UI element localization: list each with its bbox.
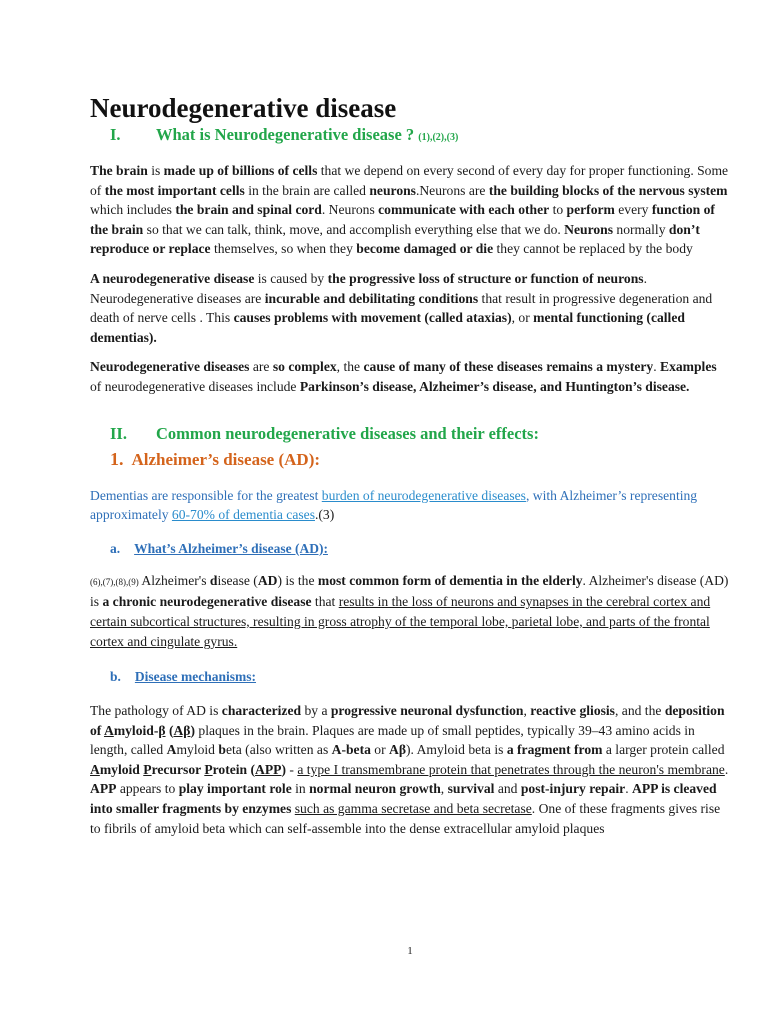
text-run: the most important cells [104,182,245,198]
text-run: the progressive loss of structure or function of neurons [327,270,644,286]
subsection-1-title: Alzheimer’s disease (AD): [131,449,321,469]
text-run: appears to [116,781,179,797]
paragraph-examples [90,357,730,396]
subsection-a-title: What’s Alzheimer’s disease (AD): [134,540,328,556]
document-page [90,92,730,838]
text-run: a fragment from [506,742,603,758]
paragraph-dementias [90,486,730,525]
text-run: , with Alzheimer’s representing approximately [90,487,698,523]
text-run: β [158,722,166,738]
text-run: The brain [90,163,148,178]
text-run: (6),(7),(8),(9) [90,576,139,587]
text-run: The pathology of AD is [90,703,222,719]
text-run: myloid [99,761,144,777]
text-run: ) [281,761,287,777]
text-run: AD [257,572,278,588]
text-run: a type I transmembrane protein that penetrates through the neuron's membrane [297,761,725,777]
text-run: deposition of [90,703,725,738]
text-run: characterized [221,703,302,719]
text-run: become damaged or die [356,241,494,257]
text-run: mental functioning (called dementias). [90,310,685,345]
text-run: by a [301,703,331,719]
text-run: causes problems with movement (called ataxias) [233,310,512,326]
text-run: eta (also written as [225,742,332,758]
section-2-title: Common neurodegenerative diseases and their effects: [156,423,539,443]
text-run: , the [336,359,364,375]
text-run: APP [255,761,282,777]
text-run: . Neurodegenerative diseases are [90,270,647,306]
text-run: ) [190,722,195,738]
text-run: a larger protein called [602,742,725,758]
text-run: .(3) [314,507,335,523]
text-run: perform [566,202,615,218]
text-run: . One of these fragments gives rise to fibrils of amyloid beta which can self-assemble into the dense extracellular amyloid plaques [90,801,721,836]
text-run: cause of many of these diseases remains a mystery [363,359,654,375]
section-1-title: What is Neurodegenerative disease ? [156,125,415,144]
text-run: A-beta [331,742,371,758]
text-run: they cannot be replaced by the body [493,241,693,257]
text-run: APP [90,781,117,797]
document-title: Neurodegenerative disease [90,93,397,123]
text-run: A neurodegenerative disease [90,270,255,286]
text-run: - [286,761,298,777]
text-run: recursor [151,761,205,777]
text-run: . [625,781,632,797]
text-run: reactive gliosis [530,703,615,719]
text-run: A [90,761,100,777]
subsection-1-heading: 1. Alzheimer’s disease (AD): [110,448,321,469]
text-run: made up of billions of cells [163,163,318,178]
text-run: that we depend on every second of every day for proper functioning. Some of [90,163,729,198]
subsection-a-heading: a. What’s Alzheimer’s disease (AD): [110,540,328,556]
text-run: are [249,359,273,375]
text-run: , and the [614,703,665,719]
text-run: , [440,781,448,797]
subsection-b-heading: b. Disease mechanisms: [110,669,257,685]
text-run: incurable and debilitating conditions [264,290,479,306]
text-run: so complex [272,359,337,375]
text-run: of neurodegenerative diseases include [90,378,300,394]
text-run: communicate with each other [378,202,550,218]
text-run: P [143,761,152,777]
text-run: which includes [90,202,176,218]
text-run: normal neuron growth [309,781,441,797]
text-run: ) is the [277,572,318,588]
text-run: , [523,703,531,719]
text-run: A [166,742,177,758]
text-run: survival [447,781,495,797]
text-run: the building blocks of the nervous system [488,182,728,198]
text-run: Aβ [389,742,407,758]
text-run: d [209,572,218,588]
section-1-heading: I. What is Neurodegenerative disease ? (1),(2),(3) [110,125,459,144]
text-run: Examples [660,359,717,375]
text-run: post-injury repair [520,781,626,797]
text-run: Aβ [173,722,191,738]
text-run: is caused by [254,270,328,286]
text-run: that [311,594,339,610]
text-run: ). Amyloid beta is [406,742,507,758]
text-run: in [291,781,310,797]
text-run: . [653,359,660,375]
text-run: myloid [176,742,219,758]
text-run: Neurons [564,221,614,237]
text-run: every [614,202,652,218]
text-run: . [724,761,729,777]
text-run: progressive neuronal dysfunction [330,703,524,719]
text-run: myloid- [113,722,159,738]
page-number: 1 [407,945,413,957]
text-run: normally [613,221,669,237]
text-run: the brain and spinal cord [175,202,322,218]
text-run: plaques in the brain. Plaques are made up of small peptides, typically 39–43 amino acids in length, called [90,722,695,758]
text-run: P [204,761,213,777]
text-run: themselves, so when they [210,241,357,257]
text-run[interactable]: 60-70% of dementia cases [171,507,315,523]
text-run: Dementias are responsible for the greatest [90,487,322,503]
text-run: function of the brain [90,202,715,237]
text-run: .Neurons are [415,182,489,198]
paragraph-definition [90,269,730,347]
paragraph-what-is-ad [90,571,730,651]
text-run: a chronic neurodegenerative disease [102,594,312,610]
text-run: don’t reproduce or replace [90,221,700,257]
text-run: b [218,742,226,758]
text-run: such as gamma secretase and beta secretase [294,801,532,817]
section-1-refs: (1),(2),(3) [418,132,459,143]
text-run: or [370,742,390,758]
text-run: so that we can talk, think, move, and accomplish everything else that we do. [143,221,565,237]
text-run: Parkinson’s disease, Alzheimer’s disease, and Huntington’s disease. [299,378,690,394]
text-run: APP is cleaved into smaller fragments by enzymes [90,781,717,817]
text-run: in the brain are called [244,182,370,198]
subsection-b-title: Disease mechanisms: [134,669,257,685]
text-run: Neurodegenerative diseases [90,359,250,375]
text-run[interactable]: burden of neurodegenerative diseases [321,487,526,503]
text-run: isease ( [217,572,258,588]
paragraph-mechanisms [90,701,730,838]
text-run: neurons [369,182,416,198]
text-run: rotein ( [212,761,256,777]
text-run: to [549,202,567,218]
text-run: Alzheimer's [138,572,210,588]
text-run: . Alzheimer's disease (AD) is [90,572,729,610]
text-run: most common form of dementia in the elderly [317,572,583,588]
text-run: results in the loss of neurons and synapses in the cerebral cortex and certain subcortical structures, resulting in gross atrophy of the temporal lobe, parietal lobe, and parts of the frontal cortex and cingulate gyrus. [90,594,711,649]
text-run: , or [511,310,534,326]
paragraph-brain-neurons [90,161,730,259]
text-run: A [103,722,114,738]
text-run: that result in progressive degeneration and death of nerve cells . This [90,290,713,326]
text-run: and [494,781,521,797]
text-run: . Neurons [321,202,379,218]
text-run: ( [165,722,174,738]
section-2-heading: II. Common neurodegenerative diseases and their effects: [110,423,539,443]
text-run: play important role [178,781,292,797]
text-run: is [147,163,164,178]
